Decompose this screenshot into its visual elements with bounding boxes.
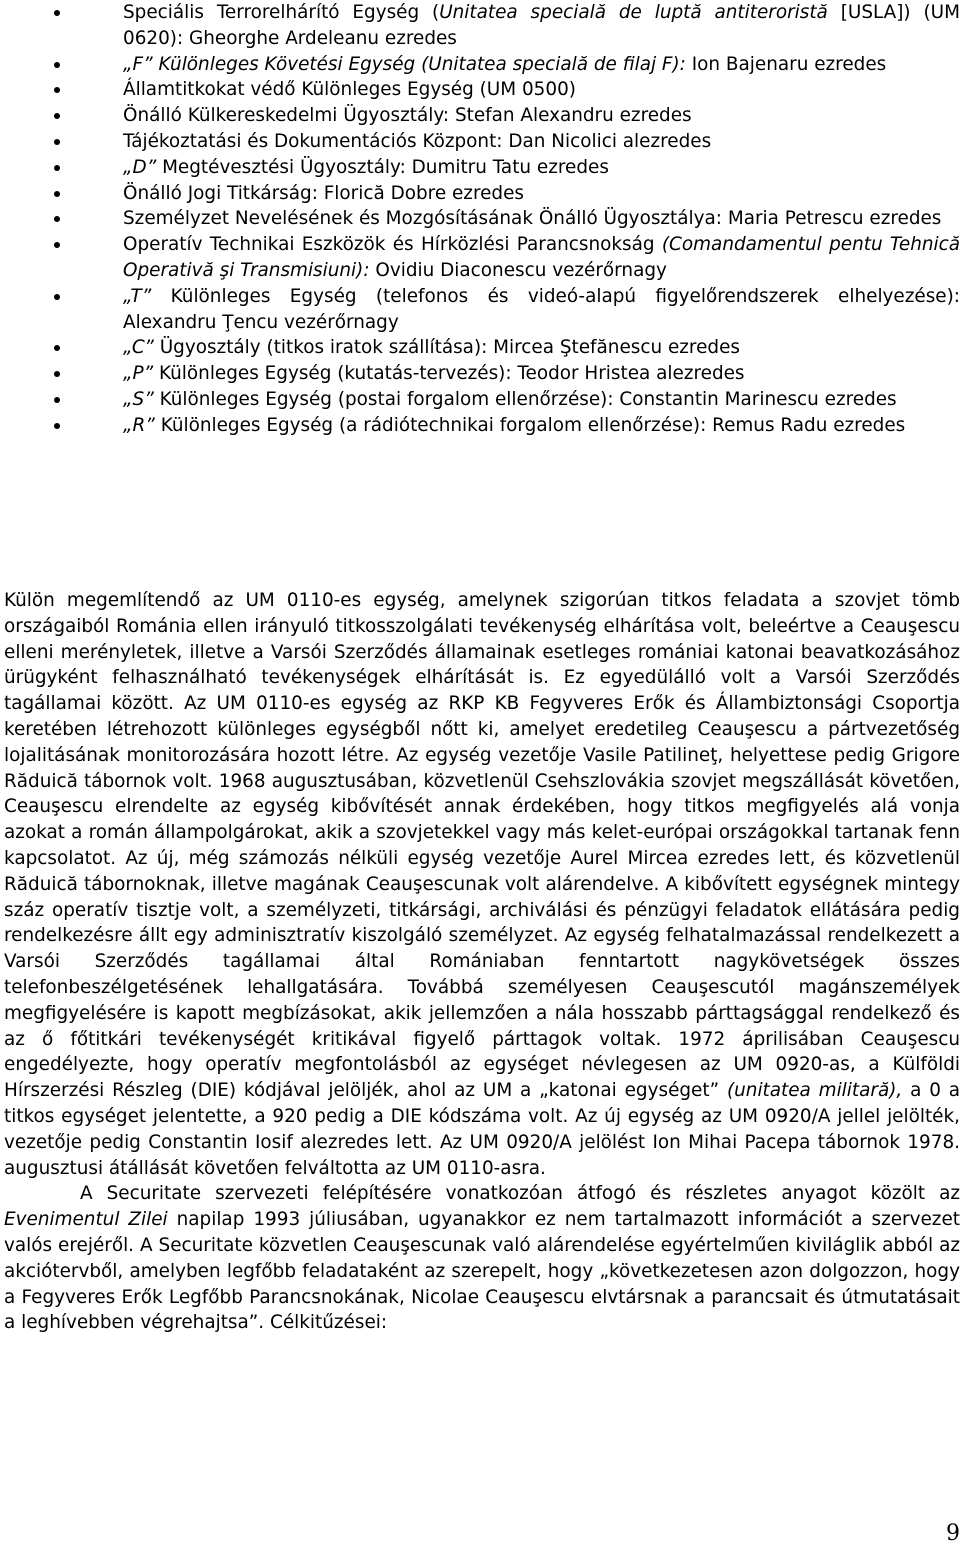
list-item (0, 387, 960, 413)
italic-text: (Comandamentul pentu Tehnică Operativă şi Transmisiuni): (123, 234, 960, 281)
text-segment: Különleges Egység (telefonos és videó-alapú figyelőrendszerek elhelyezése): Alexandru Ţencu vezérőrnagy (123, 285, 960, 333)
italic-text: Unitatea specială de luptă antiteroristă (439, 2, 828, 23)
list-item (0, 181, 960, 207)
italic-text: (Unitatea specială de filaj F): (421, 53, 686, 75)
text-segment: a 0 a titkos egységet jelentette, a 920 pedig a DIE kódszáma volt. Az új egység az UM 0920/A jellel jelölték, vezetője pedig Constantin Iosif alezredes lett. Az UM 0920/A jelölést Ion Mihai Pacepa tábornok 1978. augusztusi átállását követően felváltotta az UM 0110-asra. (4, 1080, 960, 1179)
list-item (0, 361, 960, 387)
text-segment: Tájékoztatási és Dokumentációs Központ: Dan Nicolici alezredes (123, 130, 712, 152)
text-segment: Különleges Egység (a rádiótechnikai forgalom ellenőrzése): Remus Radu ezredes (154, 414, 906, 436)
italic-text: „F” Különleges Követési Egység (123, 53, 422, 75)
list-item (0, 335, 960, 361)
list-item (0, 77, 960, 103)
text-segment: Ügyosztály (titkos iratok szállítása): Mircea Ştefănescu ezredes (153, 337, 740, 359)
text-segment: Különleges Egység (postai forgalom ellenőrzése): Constantin Marinescu ezredes (153, 388, 897, 410)
text-segment: Ovidiu Diaconescu vezérőrnagy (369, 259, 667, 281)
text-segment: Speciális Terrorelhárító Egység ( (123, 2, 440, 23)
italic-text: „P” (123, 363, 154, 385)
italic-text: „T” (123, 285, 152, 307)
italic-text: „R” (123, 414, 155, 436)
list-item (0, 206, 960, 232)
text-segment: Operatív Technikai Eszközök és Hírközlési Parancsnokság (123, 234, 662, 256)
italic-text: „D” (123, 156, 157, 178)
list-item (0, 52, 960, 78)
text-segment: Személyzet Nevelésének és Mozgósításának Önálló Ügyosztálya: Maria Petrescu ezredes (123, 208, 942, 230)
list-item (0, 155, 960, 181)
paragraph (4, 588, 960, 1181)
text-segment: Ion Bajenaru ezredes (685, 53, 887, 75)
text-segment: A Securitate szervezeti felépítésére vonatkozóan átfogó és részletes anyagot közölt az (80, 1183, 960, 1205)
text-segment: napilap 1993 júliusában, ugyanakkor ez nem tartalmazott információt a szervezet valós erejéről. A Securitate közvetlen Ceauşescunak való alárendelése egyértelműen kiviláglik abból az akciótervből, amelyben legfőbb feladataként az szerepelt, hogy „következetesen azon dolgozzon, hogy a Fegyveres Erők Legfőbb Parancsnokának, Nicolae Ceauşescu elvtársnak a parancsait és útmutatásait a leghívebben végrehajtsa”. Célkitűzései: (4, 1209, 960, 1334)
text-segment: Államtitkokat védő Különleges Egység (UM 0500) (123, 79, 576, 101)
text-segment: Önálló Külkereskedelmi Ügyosztály: Stefan Alexandru ezredes (123, 105, 692, 127)
italic-text: „C” (123, 337, 154, 359)
text-segment: Különleges Egység (kutatás-tervezés): Teodor Hristea alezredes (153, 363, 745, 385)
body-text (4, 588, 960, 1336)
unit-list (0, 0, 960, 439)
italic-text: (unitatea militară), (726, 1080, 903, 1102)
list-item (0, 0, 960, 52)
italic-text: Evenimentul Zilei (4, 1209, 168, 1231)
list-item (0, 129, 960, 155)
paragraph (4, 1181, 960, 1336)
text-segment: Önálló Jogi Titkárság: Florică Dobre ezredes (123, 182, 524, 204)
page-number: 9 (946, 1521, 960, 1546)
text-segment: Külön megemlítendő az UM 0110-es egység, amelynek szigorúan titkos feladata a szovjet tömb országaiból Románia ellen irányuló titkosszolgálati tevékenység elhárítása volt, beleértve a Ceauşescu elleni merényletek, illetve a Varsói Szerződés államainak esetleges romániai katonai beavatkozásához ürügyként felhasználható tevékenységek elhárítását is. Ez egyedülálló volt a Varsói Szerződés tagállamai között. Az UM 0110-es egység az RKP KB Fegyveres Erők és Állambiztonsági Csoportja keretében létrehozott különleges egységből nőtt ki, amelyet eredetileg Ceauşescu a pártvezetőség lojalitásának monitorozására hozott létre. Az egység vezetője Vasile Patilineţ, helyettese pedig Grigore Răduică tábornok volt. 1968 augusztusában, közvetlenül Csehszlovákia szovjet megszállását követően, Ceauşescu elrendelte az egység kibővítését annak érdekében, hogy titkos megfigyelés alá vonja azokat a román állampolgárokat, akik a szovjetekkel vagy más kelet-európai országokkal tartanak fenn kapcsolatot. Az új, még számozás nélküli egység vezetője Aurel Mircea ezredes lett, és közvetlenül Răduică tábornoknak, illetve magának Ceauşescunak volt alárendelve. A kibővített egységnek mintegy száz operatív tisztje volt, a személyzeti, titkársági, archiválási és pénzügyi feladatok ellátására pedig rendelkezésre állt egy adminisztratív kiszolgáló személyzet. Az egység felhatalmazással rendelkezett a Varsói Szerződés tagállamai által Romániaban fenntartott nagykövetségek összes telefonbeszélgetésének lehallgatására. Továbbá személyesen Ceauşescutól magánszemélyek megfigyelésére is kapott megbízásokat, akik jellemzően a nála hosszabb párttagsággal rendelkező és az ő főtitkári tevékenységét kritikával figyelő párttagok voltak. 1972 áprilisában Ceauşescu engedélyezte, hogy operatív megfontolásból az egységet névlegesen az UM 0920-as, a Külföldi Hírszerzési Részleg (DIE) kódjával jelöljék, ahol az UM a „katonai egységet” (4, 590, 960, 1102)
list-item (0, 103, 960, 129)
list-item (0, 284, 960, 336)
list-item (0, 232, 960, 284)
text-segment: [USLA]) (UM 0620): Gheorghe Ardeleanu ezredes (123, 2, 960, 49)
italic-text: „S” (123, 388, 154, 410)
list-item (0, 413, 960, 439)
text-segment: Megtévesztési Ügyosztály: Dumitru Tatu ezredes (156, 156, 609, 178)
